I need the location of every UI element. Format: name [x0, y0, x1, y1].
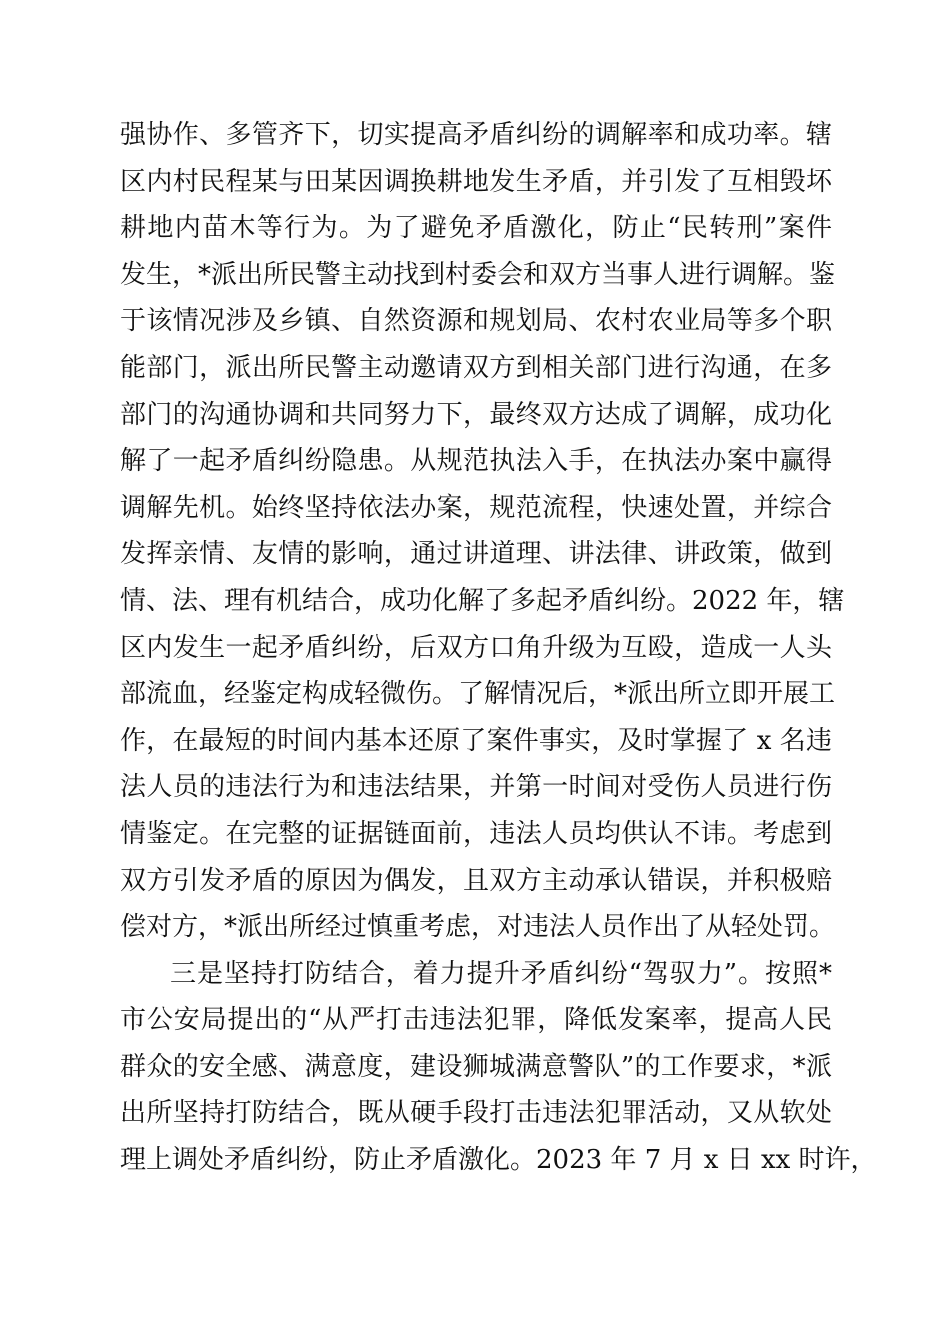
text-line: 部流血，经鉴定构成轻微伤。了解情况后，*派出所立即开展工 [120, 679, 836, 710]
text-line: 情鉴定。在完整的证据链面前，违法人员均供认不讳。考虑到 [120, 818, 832, 849]
text-line: 出所坚持打防结合，既从硬手段打击违法犯罪活动，又从软处 [120, 1098, 832, 1129]
text-line: 耕地内苗木等行为。为了避免矛盾激化，防止“民转刑”案件 [120, 213, 832, 244]
text-line: 理上调处矛盾纠纷，防止矛盾激化。2023 年 7 月 x 日 xx 时许， [120, 1145, 877, 1176]
text-line: 强协作、多管齐下，切实提高矛盾纠纷的调解率和成功率。辖 [120, 120, 832, 150]
text-line: 作，在最短的时间内基本还原了案件事实，及时掌握了 x 名违 [120, 725, 832, 756]
text-line: 发挥亲情、友情的影响，通过讲道理、讲法律、讲政策，做到 [120, 539, 832, 570]
text-line: 解了一起矛盾纠纷隐患。从规范执法入手，在执法办案中赢得 [120, 446, 832, 477]
text-line: 偿对方，*派出所经过慎重考虑，对违法人员作出了从轻处罚。 [120, 912, 836, 943]
text-line: 双方引发矛盾的原因为偶发，且双方主动承认错误，并积极赔 [120, 865, 832, 896]
body-text [120, 112, 877, 1184]
text-line: 于该情况涉及乡镇、自然资源和规划局、农村农业局等多个职 [120, 306, 832, 337]
text-line: 能部门，派出所民警主动邀请双方到相关部门进行沟通，在多 [120, 352, 832, 383]
text-line: 群众的安全感、满意度，建设狮城满意警队”的工作要求，*派 [120, 1051, 832, 1082]
text-line: 区内发生一起矛盾纠纷，后双方口角升级为互殴，造成一人头 [120, 632, 832, 663]
text-line: 部门的沟通协调和共同努力下，最终双方达成了调解，成功化 [120, 399, 832, 430]
text-line: 情、法、理有机结合，成功化解了多起矛盾纠纷。2022 年，辖 [120, 585, 845, 616]
text-line: 区内村民程某与田某因调换耕地发生矛盾，并引发了互相毁坏 [120, 166, 832, 197]
text-line: 市公安局提出的“从严打击违法犯罪，降低发案率，提高人民 [120, 1005, 832, 1036]
text-line: 法人员的违法行为和违法结果，并第一时间对受伤人员进行伤 [120, 772, 832, 803]
section-heading-line: 三是坚持打防结合，着力提升矛盾纠纷“驾驭力”。按照* [170, 958, 832, 989]
text-line: 调解先机。始终坚持依法办案，规范流程，快速处置，并综合 [120, 492, 832, 523]
text-line: 发生，*派出所民警主动找到村委会和双方当事人进行调解。鉴 [120, 259, 836, 290]
